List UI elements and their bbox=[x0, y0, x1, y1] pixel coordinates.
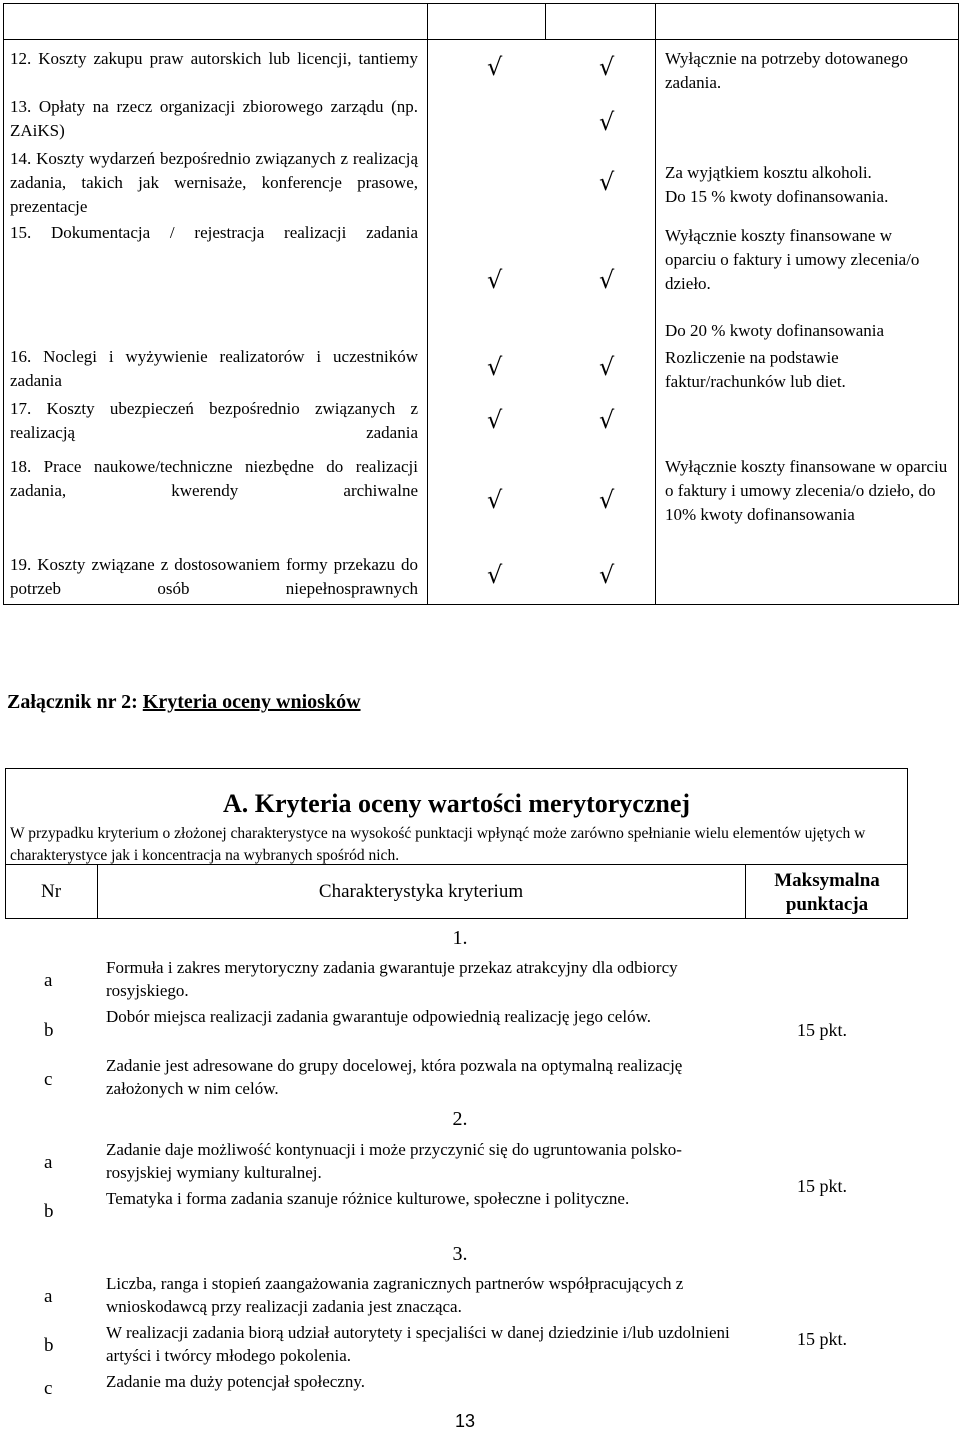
annex-heading bbox=[7, 689, 361, 715]
criterion-text: Tematyka i forma zadania szanuje różnice kulturowe, społeczne i polityczne. bbox=[106, 1189, 630, 1208]
criterion-text: Dobór miejsca realizacji zadania gwarantuje odpowiednią realizację jego celów. bbox=[106, 1007, 651, 1026]
max-points-value: 15 pkt. bbox=[797, 1020, 848, 1040]
check-mark: √ bbox=[599, 168, 615, 196]
cost-remark: Wyłącznie koszty finansowane w oparciu o faktury i umowy zlecenia/o dzieło. bbox=[665, 226, 920, 293]
item-letter: b bbox=[44, 1335, 54, 1356]
max-points-value: 15 pkt. bbox=[797, 1176, 848, 1196]
cost-remark: Do 20 % kwoty dofinansowania bbox=[665, 321, 885, 340]
check-mark: √ bbox=[487, 266, 503, 294]
cost-row-label: 16. Noclegi i wyżywienie realizatorów i uczestników zadania bbox=[10, 347, 418, 390]
table-border-left bbox=[3, 3, 4, 605]
cost-row-label: 15. Dokumentacja / rejestracja realizacji zadania bbox=[10, 223, 418, 242]
table-border-bottom bbox=[3, 604, 958, 605]
cost-remark: Rozliczenie na podstawie faktur/rachunków lub diet. bbox=[665, 348, 846, 391]
check-mark: √ bbox=[599, 53, 615, 81]
table-border-right bbox=[958, 3, 959, 605]
group-number: 2. bbox=[452, 1108, 468, 1130]
cost-row-label: 18. Prace naukowe/techniczne niezbędne do realizacji zadania, kwerendy archiwalne bbox=[10, 457, 418, 500]
item-letter: b bbox=[44, 1020, 54, 1041]
item-letter: c bbox=[44, 1378, 53, 1399]
check-mark: √ bbox=[599, 353, 615, 381]
cost-remark: Do 15 % kwoty dofinansowania. bbox=[665, 187, 889, 206]
check-mark: √ bbox=[487, 406, 503, 434]
cost-remark: Wyłącznie na potrzeby dotowanego zadania. bbox=[665, 49, 909, 92]
criterion-text: Zadanie jest adresowane do grupy docelowej, która pozwala na optymalną realizację założonych w nim celów. bbox=[106, 1056, 683, 1098]
header-nr: Nr bbox=[40, 881, 62, 902]
criterion-text: W realizacji zadania biorą udział autorytety i specjaliści w danej dziedzinie i/lub uzdolnieni artyści i twórcy młodego pokolenia. bbox=[106, 1323, 730, 1365]
check-mark: √ bbox=[487, 53, 503, 81]
cost-row-label: 14. Koszty wydarzeń bezpośrednio związanych z realizacją zadania, takich jak wernisaże, konferencje prasowe, prezentacje bbox=[10, 149, 418, 216]
page-number: 13 bbox=[455, 1411, 476, 1431]
table-column-divider bbox=[545, 3, 546, 40]
max-points-value: 15 pkt. bbox=[797, 1329, 848, 1349]
group-number: 3. bbox=[452, 1243, 468, 1265]
criterion-text: Formuła i zakres merytoryczny zadania gwarantuje przekaz atrakcyjny dla odbiorcy rosyjskiego. bbox=[106, 958, 678, 1000]
cost-row-label: 19. Koszty związane z dostosowaniem formy przekazu do potrzeb osób niepełnosprawnych bbox=[10, 555, 418, 598]
cost-row-label: 17. Koszty ubezpieczeń bezpośrednio związanych z realizacją zadania bbox=[10, 399, 418, 442]
check-mark: √ bbox=[599, 406, 615, 434]
header-max-points: Maksymalna punktacja bbox=[774, 870, 880, 915]
item-letter: a bbox=[44, 1152, 53, 1173]
annex-heading-title: Kryteria oceny wniosków bbox=[142, 691, 361, 713]
table-rule bbox=[5, 918, 908, 919]
check-mark: √ bbox=[599, 266, 615, 294]
cost-remark: Wyłącznie koszty finansowane w oparciu o faktury i umowy zlecenia/o dzieło, do 10% kwoty dofinansowania bbox=[665, 457, 948, 524]
group-number: 1. bbox=[452, 927, 468, 949]
table-rule bbox=[3, 39, 958, 40]
check-mark: √ bbox=[487, 486, 503, 514]
section-title: A. Kryteria oceny wartości merytorycznej bbox=[222, 789, 691, 818]
check-mark: √ bbox=[487, 353, 503, 381]
table-column-divider bbox=[655, 3, 656, 605]
check-mark: √ bbox=[487, 561, 503, 589]
item-letter: a bbox=[44, 1286, 53, 1307]
section-intro: W przypadku kryterium o złożonej charakterystyce na wysokość punktacji wpłynąć może zarówno spełnianie wielu elementów ujętych w charakterystyce jak i koncentracja na wybranych spośród nich. bbox=[10, 825, 866, 864]
criterion-text: Liczba, ranga i stopień zaangażowania zagranicznych partnerów współpracujących z wnioskodawcą przy realizacji zadania jest znacząca. bbox=[106, 1274, 684, 1316]
annex-heading-prefix: Załącznik nr 2: bbox=[7, 691, 143, 713]
check-mark: √ bbox=[599, 561, 615, 589]
criterion-text: Zadanie ma duży potencjał społeczny. bbox=[106, 1372, 365, 1391]
item-letter: a bbox=[44, 970, 53, 991]
criterion-text: Zadanie daje możliwość kontynuacji i może przyczynić się do ugruntowania polsko-rosyjskiej wymiany kulturalnej. bbox=[106, 1140, 682, 1182]
check-mark: √ bbox=[599, 108, 615, 136]
table-column-divider bbox=[427, 3, 428, 605]
header-characteristic: Charakterystyka kryterium bbox=[318, 881, 524, 902]
table-border-top bbox=[5, 768, 908, 769]
cost-remark: Za wyjątkiem kosztu alkoholi. bbox=[665, 163, 872, 182]
cost-row-label: 12. Koszty zakupu praw autorskich lub licencji, tantiemy bbox=[10, 49, 418, 68]
cost-row-label: 13. Opłaty na rzecz organizacji zbiorowego zarządu (np. ZAiKS) bbox=[10, 97, 418, 140]
item-letter: b bbox=[44, 1201, 54, 1222]
check-mark: √ bbox=[599, 486, 615, 514]
item-letter: c bbox=[44, 1069, 53, 1090]
table-column-divider bbox=[745, 864, 746, 919]
table-border-top bbox=[3, 3, 958, 4]
